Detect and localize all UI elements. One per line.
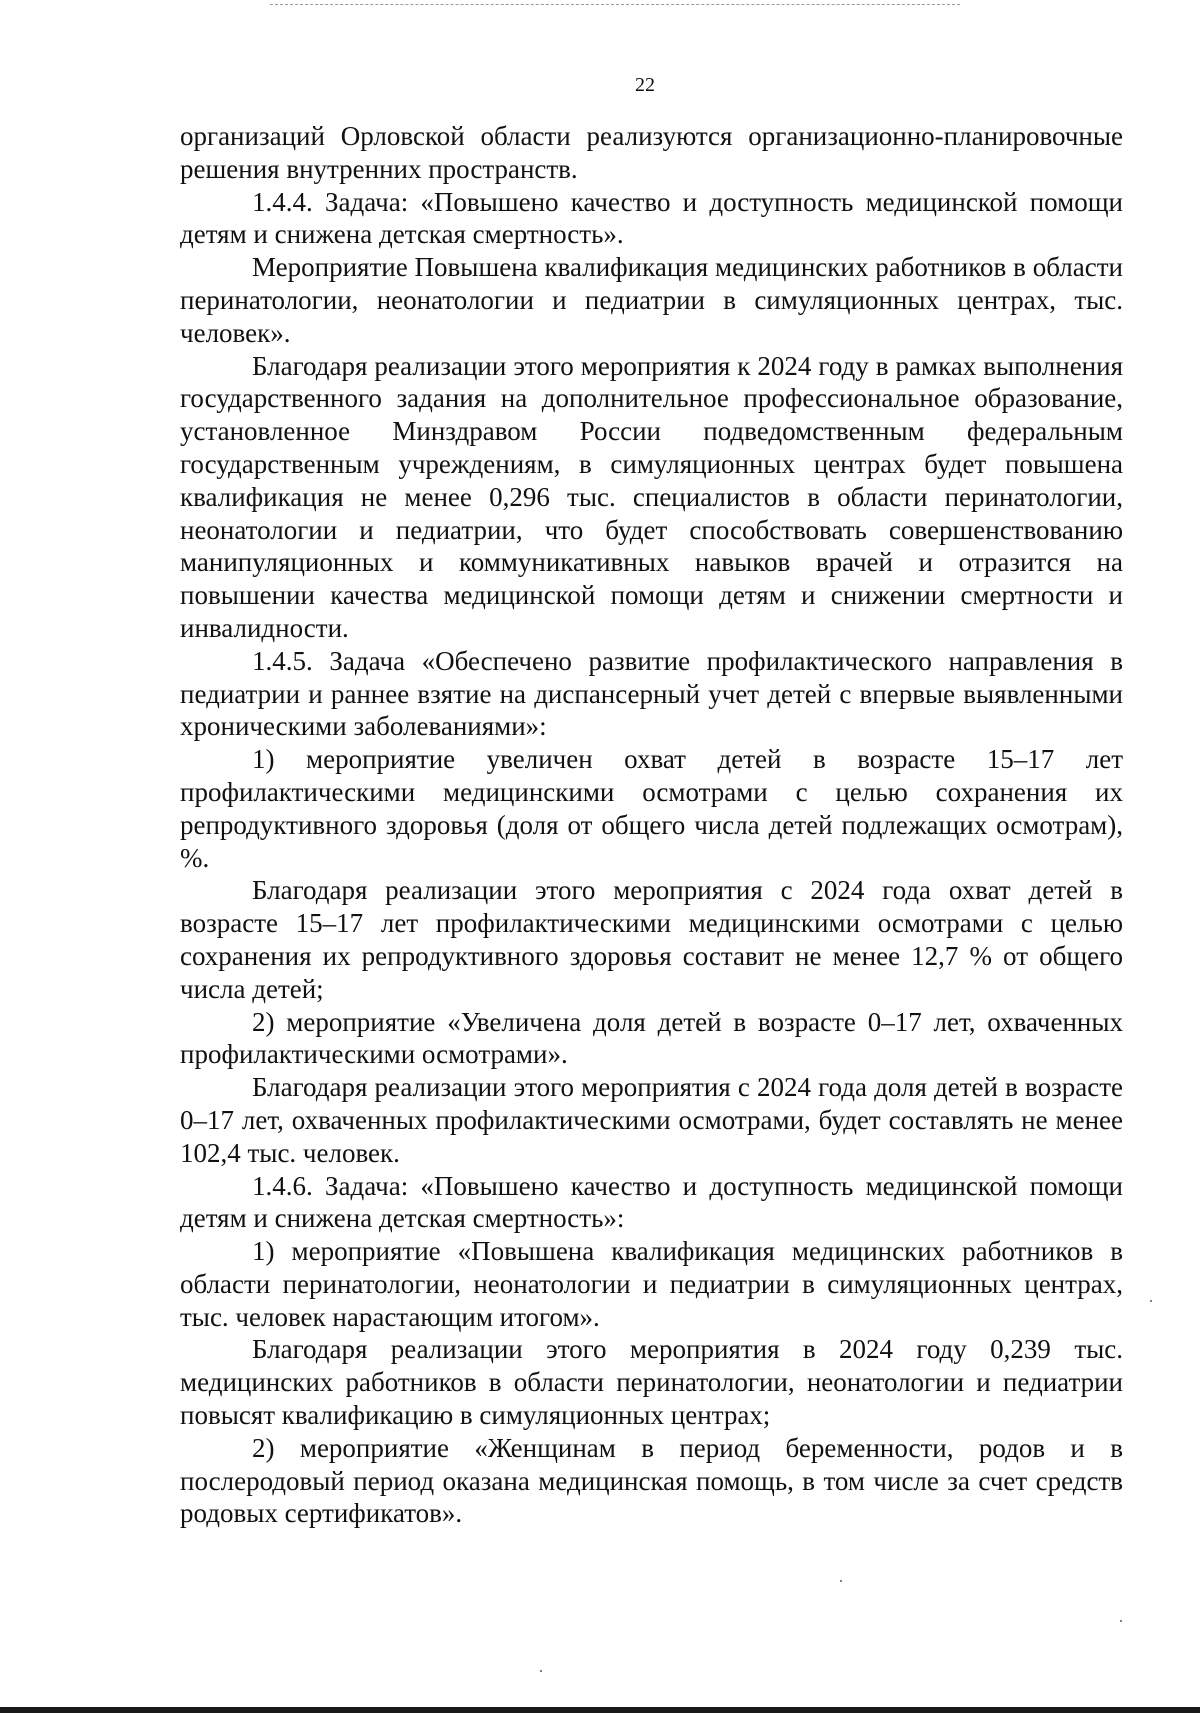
scan-speck [540, 1670, 542, 1672]
paragraph-6: 1) мероприятие увеличен охват детей в возрасте 15–17 лет профилактическими медицинскими осмотрами с целью сохранения их репродуктивного здоровья (доля от общего числа детей подлежащих осмотрам), %. [180, 744, 1123, 873]
scan-speck [840, 1580, 842, 1582]
scan-speck [1150, 1300, 1152, 1302]
paragraph-9: Благодаря реализации этого мероприятия с 2024 года доля детей в возрасте 0–17 лет, охваченных профилактическими осмотрами, будет составлять не менее 102,4 тыс. человек. [180, 1072, 1123, 1168]
scan-edge-bottom [0, 1707, 1200, 1713]
paragraph-2: 1.4.4. Задача: «Повышено качество и доступность медицинской помощи детям и снижена детская смертность». [180, 186, 1123, 250]
page-number: 22 [635, 74, 655, 96]
paragraph-7: Благодаря реализации этого мероприятия с 2024 года охват детей в возрасте 15–17 лет профилактическими медицинскими осмотрами с целью сохранения их репродуктивного здоровья составит не менее 12,7 % от общего числа детей; [180, 875, 1123, 1004]
paragraph-8: 2) мероприятие «Увеличена доля детей в возрасте 0–17 лет, охваченных профилактическими осмотрами». [180, 1006, 1123, 1070]
paragraph-12: Благодаря реализации этого мероприятия в 2024 году 0,239 тыс. медицинских работников в области перинатологии, неонатологии и педиатрии повысят квалификацию в симуляционных центрах; [180, 1334, 1123, 1431]
document-body [180, 120, 1123, 1530]
scan-edge-top [270, 4, 960, 5]
paragraph-4: Благодаря реализации этого мероприятия к 2024 году в рамках выполнения государственного задания на дополнительное профессиональное образование, установленное Минздравом России подведомственным федеральным государственным учреждениям, в симуляционных центрах будет повышена квалификация не менее 0,296 тыс. специалистов в области перинатологии, неонатологии и педиатрии, что будет способствовать совершенствованию манипуляционных и коммуникативных навыков врачей и отразится на повышении качества медицинской помощи детям и снижении смертности и инвалидности. [180, 350, 1123, 643]
paragraph-13: 2) мероприятие «Женщинам в период беременности, родов и в послеродовый период оказана медицинская помощь, в том числе за счет средств родовых сертификатов». [180, 1432, 1123, 1529]
scan-speck [1120, 1620, 1122, 1622]
paragraph-10: 1.4.6. Задача: «Повышено качество и доступность медицинской помощи детям и снижена детская смертность»: [180, 1170, 1123, 1234]
paragraph-1: организаций Орловской области реализуются организационно-планировочные решения внутренних пространств. [180, 121, 1123, 184]
paragraph-3: Мероприятие Повышена квалификация медицинских работников в области перинатологии, неонатологии и педиатрии в симуляционных центрах, тыс. человек». [180, 252, 1123, 348]
paragraph-11: 1) мероприятие «Повышена квалификация медицинских работников в области перинатологии, неонатологии и педиатрии в симуляционных центрах, тыс. человек нарастающим итогом». [180, 1236, 1123, 1332]
paragraph-5: 1.4.5. Задача «Обеспечено развитие профилактического направления в педиатрии и раннее взятие на диспансерный учет детей с впервые выявленными хроническими заболеваниями»: [180, 645, 1123, 742]
